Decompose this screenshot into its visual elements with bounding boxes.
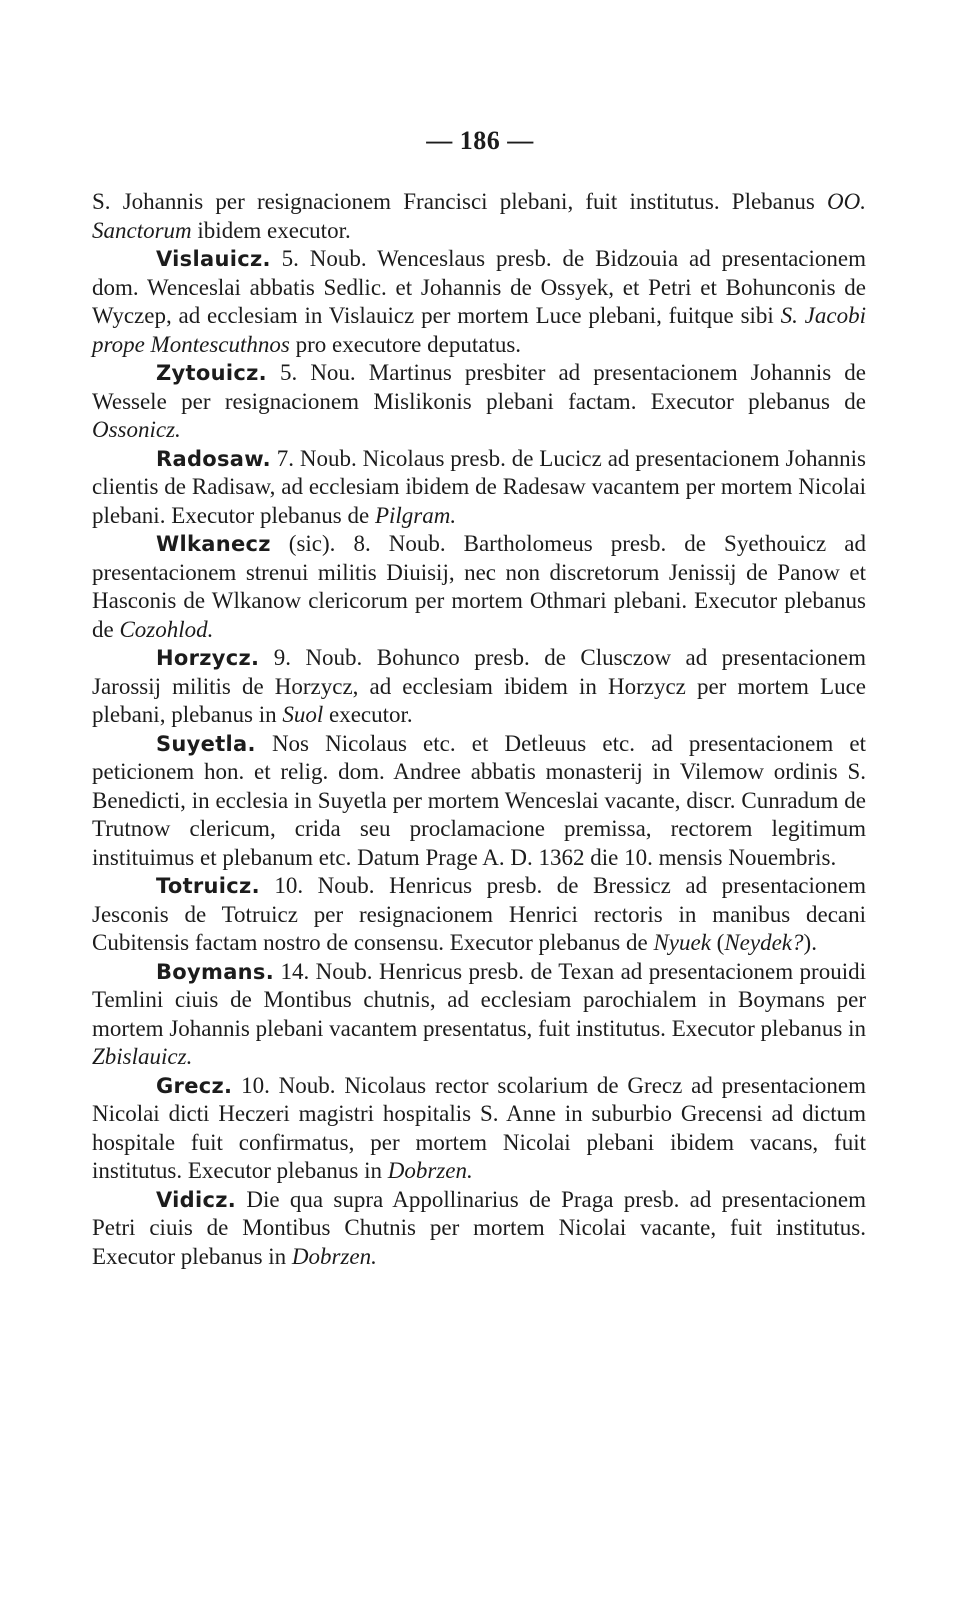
body-text: S. Johannis per resignacionem Francisci plebani, fuit institutus. Plebanus: [92, 189, 828, 214]
entry-paragraph: [92, 245, 866, 359]
place-heading: Horzycz.: [156, 646, 260, 670]
italic-text: Dobrzen.: [291, 1243, 377, 1269]
page-number: — 186 —: [426, 126, 534, 155]
italic-text: Ossonicz.: [92, 417, 181, 442]
entry-paragraph: [92, 1072, 866, 1186]
body-text: 9. Noub. Bohunco presb. de Clusczow ad presentacionem Jarossij militis de Horzycz, ad ecclesiam ibidem in Horzycz per mortem Luce plebani, plebanus in: [92, 645, 866, 727]
intro-paragraph: [92, 188, 866, 245]
body-text: 10. Noub. Nicolaus rector scolarium de Grecz ad presentacionem Nicolai dicti Heczeri magistri hospitalis S. Anne in suburbio Grecensi ad dictum hospitale fuit confirmatus, per mortem Nicolai plebani ibidem vacans, fuit institutus. Executor plebanus in: [92, 1072, 866, 1183]
body-text: 7. Noub. Nicolaus presb. de Lucicz ad presentacionem Johannis clientis de Radisaw, ad ecclesiam ibidem de Radesaw vacantem per mortem Nicolai plebani. Executor plebanus de: [92, 445, 866, 528]
body-text: 5. Noub. Wenceslaus presb. de Bidzouia ad presentacionem dom. Wenceslai abbatis Sedlic. et Johannis de Ossyek, et Petri et Bohunconis de Wyczep, ad ecclesiam in Vislauicz per mortem Luce plebani, fuitque sibi: [92, 246, 866, 328]
italic-text: Nyuek: [653, 930, 711, 955]
body-text: 14. Noub. Henricus presb. de Texan ad presentacionem prouidi Temlini ciuis de Montibus chutnis, ad ecclesiam parochialem in Boymans per mortem Johannis plebani vacantem presentatus, fuit institutus. Executor plebanus in: [92, 958, 866, 1041]
italic-text: Cozohlod.: [119, 616, 214, 642]
body-text: Nos Nicolaus etc. et Detleuus etc. ad presentacionem et peticionem hon. et relig. dom. Andree abbatis monasterij in Vilemow ordinis S. Benedicti, in ecclesia in Suyetla per mortem Wenceslai vacante, discr. Cunradum de Trutnow clericum, crida seu proclamacione premissa, rectorem legitimum instituimus et plebanum etc. Datum Prage A. D. 1362 die 10. mensis Nouembris.: [92, 730, 866, 870]
place-heading: Zytouicz.: [156, 361, 267, 385]
place-heading: Totruicz.: [156, 874, 260, 898]
place-heading: Grecz.: [156, 1073, 233, 1098]
italic-text: S. Jacobi prope Montescuthnos: [92, 303, 866, 357]
body-text: executor.: [323, 702, 413, 727]
body-text: 10. Noub. Henricus presb. de Bressicz ad presentacionem Jesconis de Totruicz per resignacionem Henrici rectoris in manibus decani Cubitensis factam nostro de consensu. Executor plebanus de: [92, 873, 866, 955]
entry-paragraph: [92, 872, 866, 958]
place-heading: Vidicz.: [156, 1187, 237, 1212]
entry-paragraph: [92, 730, 866, 873]
italic-text: Neydek?: [724, 930, 804, 955]
body-text: (sic). 8. Noub. Bartholomeus presb. de Syethouicz ad presentacionem strenui militis Diuisij, nec non discretorum Jenissij de Panow et Hasconis de Wlkanow clericorum per mortem Othmari plebani. Executor plebanus de: [92, 531, 866, 642]
body-text: (: [710, 930, 725, 955]
entry-paragraph: [92, 530, 866, 644]
entry-paragraph: [92, 359, 866, 445]
body-text: pro executore deputatus.: [289, 331, 522, 357]
entry-paragraph: [92, 644, 866, 730]
page-body: [92, 188, 866, 1271]
italic-text: Zbislauicz.: [92, 1044, 193, 1069]
italic-text: Pilgram.: [374, 502, 457, 528]
place-heading: Suyetla.: [156, 731, 256, 756]
italic-text: OO. Sanctorum: [92, 189, 866, 243]
entry-paragraph: [92, 445, 866, 531]
place-heading: Boymans.: [156, 959, 275, 984]
place-heading: Radosaw.: [156, 446, 271, 471]
entry-paragraph: [92, 958, 866, 1072]
body-text: ibidem executor.: [191, 217, 351, 243]
place-heading: Wlkanecz: [156, 532, 271, 556]
italic-text: Suol: [282, 702, 324, 727]
entry-paragraph: [92, 1186, 866, 1272]
body-text: Die qua supra Appollinarius de Praga presb. ad presentacionem Petri ciuis de Montibus Chutnis per mortem Nicolai vacante, fuit institutus. Executor plebanus in: [92, 1186, 866, 1269]
body-text: 5. Nou. Martinus presbiter ad presentacionem Johannis de Wessele per resignacionem Mislikonis plebani factam. Executor plebanus de: [92, 360, 866, 414]
body-text: ).: [803, 930, 817, 955]
italic-text: Dobrzen.: [387, 1158, 473, 1183]
place-heading: Vislauicz.: [156, 247, 271, 271]
